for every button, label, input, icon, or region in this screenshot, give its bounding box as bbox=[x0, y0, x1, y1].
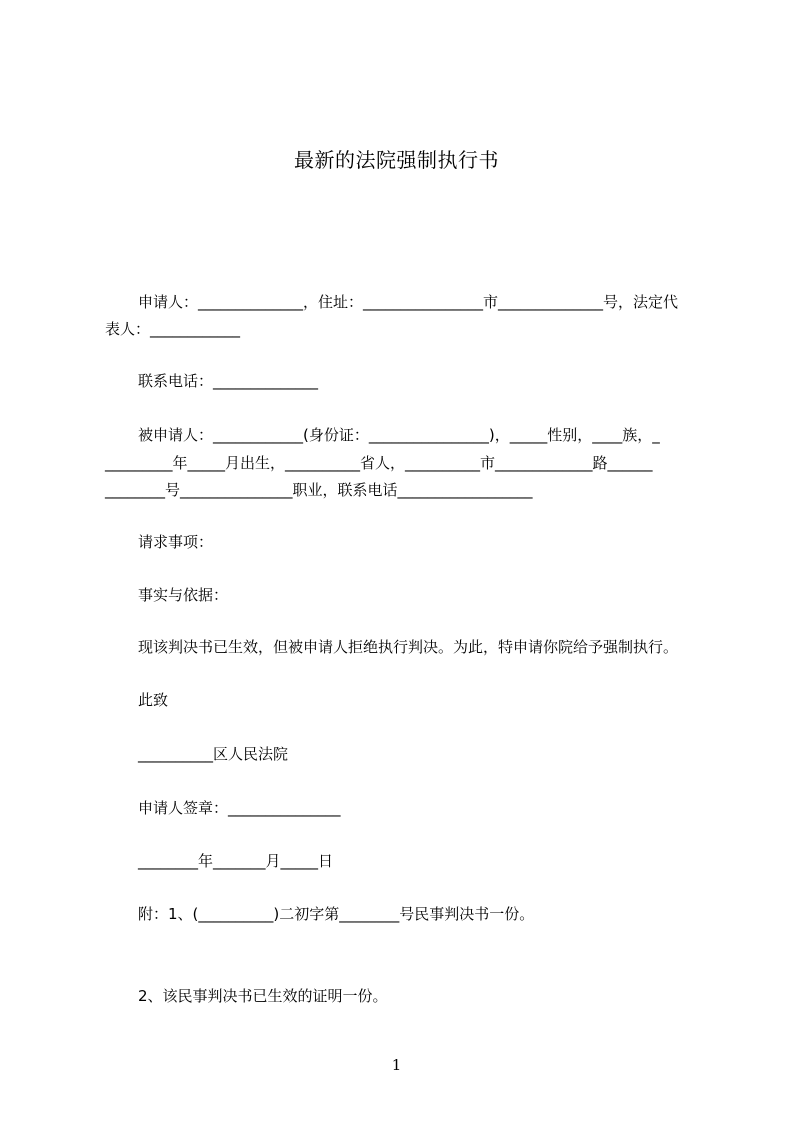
request-items-heading: 请求事项： bbox=[138, 533, 214, 551]
page-number: 1 bbox=[391, 1056, 402, 1074]
applicant-line-1: 申请人：______________，住址：________________市______________号，法定代 bbox=[138, 293, 679, 311]
document-title: 最新的法院强制执行书 bbox=[294, 148, 499, 172]
date-line: ________年_______月_____日 bbox=[138, 852, 334, 870]
attachment-2: 2、该民事判决书已生效的证明一份。 bbox=[138, 987, 388, 1005]
applicant-line-2: 表人：____________ bbox=[105, 320, 241, 338]
respondent-line-3: ________号_______________职业，联系电话__________________ bbox=[105, 481, 533, 499]
attachment-1: 附：1、(__________)二初字第________号民事判决书一份。 bbox=[138, 905, 535, 923]
facts-basis-heading: 事实与依据： bbox=[138, 586, 229, 604]
body-paragraph: 现该判决书已生效，但被申请人拒绝执行判决。为此，特申请你院给予强制执行。 bbox=[138, 638, 679, 656]
respondent-line-1: 被申请人：____________(身份证：________________)，_____性别，____族，_ bbox=[138, 426, 660, 444]
court-line: __________区人民法院 bbox=[138, 745, 289, 763]
signature-line: 申请人签章：_______________ bbox=[138, 799, 341, 817]
salutation: 此致 bbox=[138, 691, 169, 709]
respondent-line-2: _________年_____月出生，__________省人，__________市_____________路______ bbox=[105, 454, 653, 472]
contact-phone-line: 联系电话：______________ bbox=[138, 372, 319, 390]
